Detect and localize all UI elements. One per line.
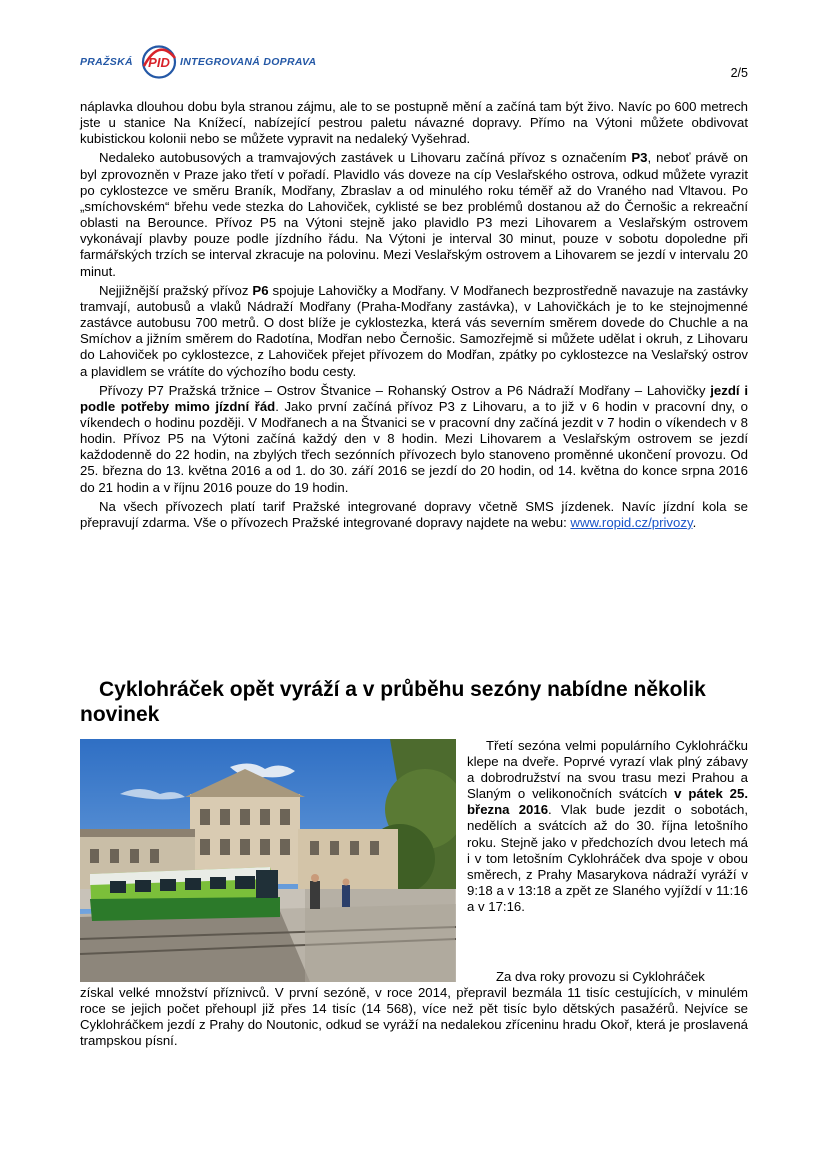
pid-logo-icon <box>140 44 178 80</box>
text-run: . Jako první začíná přívoz P3 z Lihovaru, a to již v 6 hodin v pracovní dny, o víkendech o hodinu později. V Modřanech a na Štvanici se v pracovní dny začíná jezdit v 7 hodin o víkendech v 8 hodin. Přívoz P5 na Výtoni začíná každý den v 8 hodin. Mezi Lihovarem a Veslařským ostrovem se jezdí každodenně do 22 hodin, na zbylých třech sezónních přívozech bylo stanoveno proměnné ukončení provozu. Od 25. března do 13. května 2016 a od 1. do 30. září 2016 se jezdí do 20 hodin, od 14. května do konce srpna 2016 do 21 hodin a v říjnu 2016 pouze do 19 hodin. <box>80 398 748 495</box>
paragraph <box>80 499 748 531</box>
paragraph <box>80 99 748 147</box>
text-run: Přívozy P7 Pražská tržnice – Ostrov Štvanice – Rohanský Ostrov a P6 Nádraží Modřany – Lahovičky <box>99 382 711 398</box>
logo-text-left: PRAŽSKÁ <box>80 56 133 68</box>
text-run: . <box>692 514 697 530</box>
paragraph <box>467 738 748 915</box>
header-logo <box>80 44 340 84</box>
paragraph <box>80 283 748 380</box>
paragraph <box>80 150 748 279</box>
text-run: Třetí sezóna velmi populárního Cyklohráčku klepe na dveře. Poprvé vyrazí vlak plný zábavy a dobrodružství na svou trasu mezi Prahou a Slaným o velikonočních svátcích <box>467 738 748 802</box>
section-title: Cyklohráček opět vyráží a v průběhu sezóny nabídne několik novinek <box>80 678 706 726</box>
text-run: spojuje Lahovičky a Modřany. V Modřanech bezprostředně navazuje na zastávky tramvají, autobusů a vlaků Nádraží Modřany (Praha-Modřany zastávka), v Lahovičkách je to ke stejnojmenné zastávce autobusu 700 metrů. O dost blíže je cyklostezka, která vás severním směrem dovede do Chuchle a na Smíchov a jižním směrem do Radotína, Modřan nebo Černošic. Samozřejmě si můžete udělat i okruh, z Lihovaru do Lahoviček po cyklostezce, z Lahoviček přejet přívozem do Modřan, zpátky po cyklostezce na Veslařský ostrov a plavidlem se vrátíte do výchozího bodu cesty. <box>80 282 748 379</box>
bottom-paragraph <box>80 969 748 1049</box>
train-station-image <box>80 739 456 982</box>
text-run: náplavka dlouhou dobu byla stranou zájmu, ale to se postupně mění a začíná tam být živo. Navíc po 600 metrech jste u stanice Na Knížecí, nabízející pestrou paletu návazné dopravy. Přímo na Výtoni můžete obdivovat kubistickou kolonii nebo se můžete vypravit na nedaleký Vyšehrad. <box>80 99 748 147</box>
web-link[interactable]: www.ropid.cz/privozy <box>570 514 693 530</box>
bold-text: jezdí i podle potřeby mimo jízdní řád <box>80 382 749 414</box>
side-column-text <box>467 738 748 915</box>
bold-text: v pátek 25. března 2016 <box>467 786 748 818</box>
text-run: Na všech přívozech platí tarif Pražské integrované dopravy včetně SMS jízdenek. Navíc jízdní kola se přepravují zdarma. Vše o přívozech Pražské integrované dopravy najdete na webu: <box>80 498 748 530</box>
logo-mark-text: PID <box>148 55 170 70</box>
page-number: 2/5 <box>730 66 748 80</box>
bold-text: P3 <box>631 150 648 166</box>
article-body <box>80 99 748 531</box>
text-run: Nejjižnější pražský přívoz <box>99 282 253 298</box>
paragraph <box>80 383 748 496</box>
bold-text: P6 <box>252 282 269 298</box>
text-run: Nedaleko autobusových a tramvajových zastávek u Lihovaru začíná přívoz s označením <box>99 150 632 166</box>
bottom-rest: získal velké množství příznivců. V první sezóně, v roce 2014, přepravil bezmála 11 tisíc cestujících, v minulém roce se jejich počet přehoupl již přes 14 tisíc (14 568), více než pět tisíc bylo dětských pasažérů. Nejvíce se Cyklohráčkem jezdí z Prahy do Noutonic, odkud se vyráží na nedalekou zříceninu hradu Okoř, která je proslavená trampskou písní. <box>80 985 748 1049</box>
logo-text-right: INTEGROVANÁ DOPRAVA <box>180 56 317 68</box>
text-run: , neboť právě on byl zprovozněn v Praze jako třetí v pořadí. Plavidlo vás doveze na cíp Veslařského ostrova, odkud můžete vyrazit po cyklostezce ve směru Braník, Modřany, Zbraslav a od minulého roku téměř až do Vraného nad Vltavou. Po „smíchovském“ břehu vede stezka do Lahoviček, cyklisté se bez problémů dostanou až do Černošic a rekreační oblasti na Berounce. Přívoz P5 na Výtoni stejně jako plavidlo P3 mezi Lihovarem a Veslařským ostrovem vykonávají plavby pouze podle jízdního řádu. Na Výtoni je interval 30 minut, pouze v sobotu dopoledne při farmářských trzích se interval zkracuje na polovinu. Mezi Veslařským ostrovem a Lihovarem se jezdí v intervalu 20 minut. <box>80 150 748 279</box>
train-photo <box>80 739 456 982</box>
bottom-lead: Za dva roky provozu si Cyklohráček <box>496 969 705 984</box>
text-run: . Vlak bude jezdit o sobotách, nedělích a svátcích až do 30. října letošního roku. Stejně jako v předchozích dvou letech má i v tom letošním Cyklohráček dva spoje v obou směrech, z Prahy Masarykova nádraží vyráží v 9:18 a v 13:18 a zpět ze Slaného vyjíždí v 11:16 a v 17:16. <box>467 802 748 914</box>
